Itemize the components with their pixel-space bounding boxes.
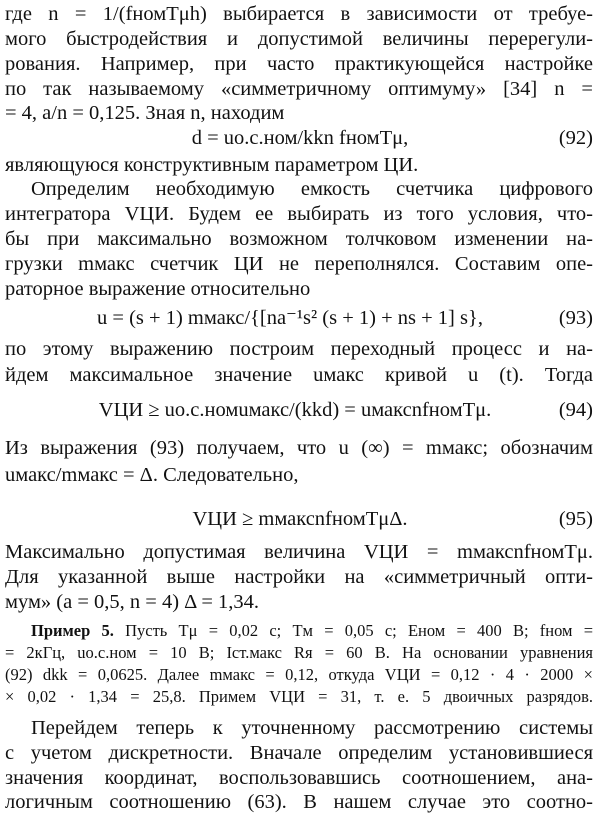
text-line: Перейдем теперь к уточненному рассмотрению системы — [31, 717, 593, 739]
text-line: йдем максимальное значение uмакс кривой u (t). Тогда — [5, 364, 593, 386]
equation-93: u = (s + 1) mмакс/{[na⁻¹s² (s + 1) + ns + 1] s}, — [97, 307, 483, 329]
equation-number: (92) — [558, 127, 593, 149]
equation-number: (94) — [558, 399, 593, 421]
text-line: интегратора VЦИ. Будем ее выбирать из того условия, что- — [5, 203, 593, 225]
equation-number: (93) — [558, 307, 593, 329]
text-line: значения координат, воспользовавшись соотношением, ана- — [5, 767, 593, 789]
example-line: × 0,02 · 1,34 = 25,8. Примем VЦИ = 31, т. е. 5 двоичных разрядов. — [5, 687, 593, 706]
text-line: Из выражения (93) получаем, что u (∞) = mмакс; обозначим — [5, 437, 593, 459]
text-line: uмакс/mмакс = Δ. Следовательно, — [5, 464, 299, 486]
example-line: (92) dkk = 0,0625. Далее mмакс = 0,12, откуда VЦИ = 0,12 · 4 · 2000 × — [5, 665, 593, 684]
text-line: бы при максимально возможном толчковом изменении на- — [5, 228, 593, 250]
text-line: = 4, a/n = 0,125. Зная n, находим — [5, 102, 285, 124]
text-line: с учетом дискретности. Вначале определим установившиеся — [5, 742, 593, 764]
text-line: по этому выражению построим переходный процесс и на- — [5, 338, 593, 360]
text-line: мум» (a = 0,5, n = 4) Δ = 1,34. — [5, 591, 260, 613]
text-line: по так называемому «симметричному оптимуму» [34] n = — [5, 78, 593, 100]
text-line: являющуюся конструктивным параметром ЦИ. — [5, 154, 419, 176]
text-line: Определим необходимую емкость счетчика цифрового — [31, 178, 593, 200]
text-line: грузки mмакс счетчик ЦИ не переполнялся. Составим опе- — [5, 253, 593, 275]
text-line: Для указанной выше настройки на «симметричный опти- — [5, 566, 593, 588]
text-line: где n = 1/(fномTμh) выбирается в зависимости от требуе- — [5, 3, 593, 25]
example-line — [31, 621, 593, 641]
text-line: логичным соотношению (63). В нашем случае это соотно- — [5, 791, 593, 813]
text-line: рования. Например, при часто практикующейся настройке — [5, 53, 593, 75]
example-text: Пусть Tμ = 0,02 с; Tм = 0,05 с; Eном = 400 В; fном = — [125, 621, 593, 640]
equation-94: VЦИ ≥ uо.с.номuмакс/(kkd) = uмаксnfномTμ. — [98, 399, 492, 421]
text-line: Максимально допустимая величина VЦИ = mмаксnfномTμ. — [5, 541, 593, 563]
example-line: = 2кГц, uо.с.ном = 10 В; Iст.макс Rя = 60 В. На основании уравнения — [5, 643, 593, 662]
equation-95: VЦИ ≥ mмаксnfномTμΔ. — [192, 508, 408, 530]
equation-92: d = uо.с.ном/kkn fномTμ, — [191, 127, 409, 149]
equation-number: (95) — [558, 508, 593, 530]
text-line: мого быстродействия и допустимой величины перерегули- — [5, 28, 593, 50]
text-line: раторное выражение относительно — [5, 278, 311, 300]
example-label: Пример 5. — [31, 621, 114, 640]
